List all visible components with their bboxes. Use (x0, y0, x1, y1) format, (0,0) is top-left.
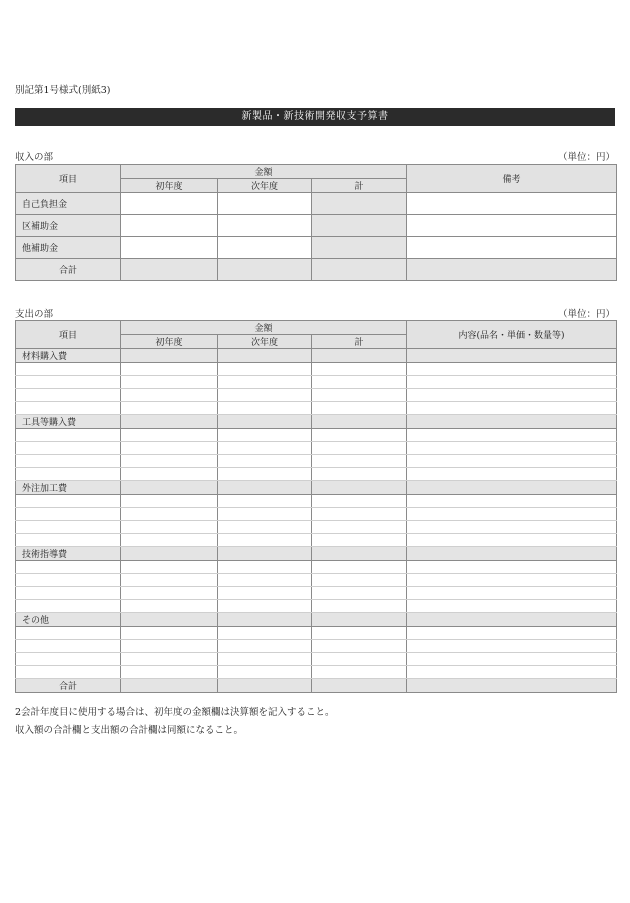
expense-category-cell (312, 349, 407, 363)
expense-entry-cell[interactable] (121, 653, 218, 666)
expense-category-cell (121, 415, 218, 429)
expense-category-cell (121, 349, 218, 363)
expense-entry-cell[interactable] (218, 442, 312, 455)
expense-entry-cell[interactable] (16, 587, 121, 600)
expense-entry-cell[interactable] (121, 521, 218, 534)
expense-category-row (16, 415, 617, 429)
expense-entry-cell[interactable] (407, 376, 617, 389)
income-section-label: 収入の部 (15, 152, 54, 163)
expense-entry-cell[interactable] (312, 468, 407, 481)
expense-entry-cell[interactable] (407, 468, 617, 481)
expense-entry-row (16, 627, 617, 640)
expense-entry-cell[interactable] (121, 402, 218, 415)
expense-entry-row (16, 442, 617, 455)
expense-entry-cell[interactable] (312, 640, 407, 653)
expense-entry-cell[interactable] (16, 429, 121, 442)
income-cell[interactable] (121, 237, 218, 259)
income-cell-total (312, 215, 407, 237)
income-cell-remarks[interactable] (407, 215, 617, 237)
expense-entry-cell[interactable] (16, 468, 121, 481)
expense-entry-cell[interactable] (16, 534, 121, 547)
expense-entry-cell[interactable] (16, 666, 121, 679)
expense-entry-cell[interactable] (218, 429, 312, 442)
expense-entry-cell[interactable] (312, 574, 407, 587)
expense-entry-cell[interactable] (218, 534, 312, 547)
expense-entry-cell[interactable] (218, 363, 312, 376)
expense-category-cell (312, 415, 407, 429)
expense-table (15, 320, 617, 693)
income-cell[interactable] (218, 215, 312, 237)
expense-entry-cell[interactable] (218, 561, 312, 574)
expense-entry-cell[interactable] (218, 495, 312, 508)
income-unit-label: （単位：円） (557, 152, 615, 163)
income-header-amount: 金額 (121, 165, 407, 179)
expense-entry-cell[interactable] (121, 363, 218, 376)
expense-category-label: 工具等購入費 (16, 415, 121, 429)
income-header-total: 計 (312, 179, 407, 193)
expense-entry-cell[interactable] (218, 455, 312, 468)
expense-entry-cell[interactable] (16, 376, 121, 389)
expense-entry-cell[interactable] (312, 534, 407, 547)
expense-entry-cell[interactable] (218, 574, 312, 587)
expense-entry-cell[interactable] (218, 389, 312, 402)
expense-entry-cell[interactable] (218, 376, 312, 389)
expense-entry-cell[interactable] (121, 600, 218, 613)
expense-category-cell (121, 613, 218, 627)
expense-category-cell (407, 547, 617, 561)
expense-category-cell (312, 613, 407, 627)
expense-entry-cell[interactable] (218, 627, 312, 640)
income-cell-remarks[interactable] (407, 237, 617, 259)
income-row-label: 自己負担金 (16, 193, 121, 215)
expense-entry-row (16, 640, 617, 653)
expense-entry-cell[interactable] (312, 455, 407, 468)
income-total-cell (407, 259, 617, 281)
note-2: 収入額の合計欄と支出額の合計欄は同額になること。 (15, 725, 244, 736)
expense-entry-cell[interactable] (121, 442, 218, 455)
expense-category-cell (407, 349, 617, 363)
expense-entry-cell[interactable] (121, 574, 218, 587)
expense-entry-cell[interactable] (407, 574, 617, 587)
expense-entry-cell[interactable] (121, 627, 218, 640)
expense-entry-row (16, 376, 617, 389)
expense-entry-cell[interactable] (218, 587, 312, 600)
expense-entry-row (16, 429, 617, 442)
expense-entry-cell[interactable] (121, 587, 218, 600)
income-total-cell (121, 259, 218, 281)
expense-entry-cell[interactable] (312, 653, 407, 666)
expense-category-cell (218, 481, 312, 495)
expense-entry-cell[interactable] (407, 666, 617, 679)
expense-entry-cell[interactable] (312, 363, 407, 376)
expense-entry-cell[interactable] (16, 455, 121, 468)
expense-category-cell (121, 547, 218, 561)
expense-total-label: 合計 (16, 679, 121, 693)
document-title: 新製品・新技術開発収支予算書 (15, 108, 615, 126)
expense-header-next-year: 次年度 (218, 335, 312, 349)
income-header-item: 項目 (16, 165, 121, 193)
expense-entry-cell[interactable] (218, 521, 312, 534)
expense-entry-cell[interactable] (218, 402, 312, 415)
expense-entry-cell[interactable] (121, 429, 218, 442)
expense-entry-cell[interactable] (407, 402, 617, 415)
expense-category-cell (218, 547, 312, 561)
expense-entry-row (16, 587, 617, 600)
expense-header-contents: 内容(品名・単価・数量等) (407, 321, 617, 349)
expense-entry-cell[interactable] (407, 508, 617, 521)
expense-entry-cell[interactable] (312, 561, 407, 574)
expense-category-cell (407, 415, 617, 429)
expense-entry-cell[interactable] (407, 521, 617, 534)
expense-category-cell (218, 349, 312, 363)
expense-entry-cell[interactable] (121, 468, 218, 481)
expense-entry-row (16, 389, 617, 402)
income-header-next-year: 次年度 (218, 179, 312, 193)
expense-entry-row (16, 468, 617, 481)
expense-entry-cell[interactable] (121, 534, 218, 547)
expense-entry-row (16, 534, 617, 547)
expense-entry-cell[interactable] (16, 561, 121, 574)
expense-entry-cell[interactable] (16, 363, 121, 376)
income-row (16, 237, 617, 259)
income-row-label: 他補助金 (16, 237, 121, 259)
expense-category-cell (312, 481, 407, 495)
expense-section-label: 支出の部 (15, 309, 54, 320)
expense-category-cell (218, 415, 312, 429)
expense-category-label: 外注加工費 (16, 481, 121, 495)
expense-entry-cell[interactable] (121, 495, 218, 508)
expense-entry-cell[interactable] (16, 508, 121, 521)
expense-entry-cell[interactable] (407, 363, 617, 376)
expense-entry-cell[interactable] (218, 508, 312, 521)
expense-entry-cell[interactable] (407, 627, 617, 640)
expense-entry-cell[interactable] (121, 389, 218, 402)
expense-header-total: 計 (312, 335, 407, 349)
income-total-label: 合計 (16, 259, 121, 281)
expense-category-cell (407, 481, 617, 495)
expense-entry-cell[interactable] (218, 653, 312, 666)
expense-entry-cell[interactable] (312, 442, 407, 455)
expense-entry-cell[interactable] (218, 666, 312, 679)
expense-entry-cell[interactable] (407, 455, 617, 468)
expense-entry-row (16, 521, 617, 534)
expense-unit-label: （単位：円） (557, 309, 615, 320)
expense-entry-cell[interactable] (312, 521, 407, 534)
expense-entry-cell[interactable] (16, 653, 121, 666)
expense-entry-cell[interactable] (407, 653, 617, 666)
income-cell-total (312, 237, 407, 259)
expense-entry-cell[interactable] (218, 640, 312, 653)
expense-entry-cell[interactable] (121, 455, 218, 468)
income-header-remarks: 備考 (407, 165, 617, 193)
expense-entry-row (16, 455, 617, 468)
income-cell[interactable] (218, 193, 312, 215)
income-cell[interactable] (218, 237, 312, 259)
income-header-first-year: 初年度 (121, 179, 218, 193)
expense-header-first-year: 初年度 (121, 335, 218, 349)
income-row-label: 区補助金 (16, 215, 121, 237)
income-total-row (16, 259, 617, 281)
expense-header-amount: 金額 (121, 321, 407, 335)
expense-category-label: その他 (16, 613, 121, 627)
income-row (16, 215, 617, 237)
expense-entry-cell[interactable] (312, 627, 407, 640)
expense-total-cell (121, 679, 218, 693)
expense-entry-row (16, 653, 617, 666)
expense-entry-cell[interactable] (218, 468, 312, 481)
expense-entry-row (16, 402, 617, 415)
expense-total-cell (312, 679, 407, 693)
expense-entry-cell[interactable] (16, 600, 121, 613)
expense-entry-cell[interactable] (312, 587, 407, 600)
expense-entry-cell[interactable] (407, 442, 617, 455)
expense-entry-cell[interactable] (407, 534, 617, 547)
expense-entry-cell[interactable] (407, 561, 617, 574)
expense-entry-cell[interactable] (407, 587, 617, 600)
expense-entry-row (16, 495, 617, 508)
income-total-cell (218, 259, 312, 281)
expense-category-cell (218, 613, 312, 627)
expense-category-label: 材料購入費 (16, 349, 121, 363)
expense-entry-cell[interactable] (121, 666, 218, 679)
expense-entry-cell[interactable] (121, 376, 218, 389)
expense-entry-cell[interactable] (16, 640, 121, 653)
expense-entry-cell[interactable] (16, 574, 121, 587)
expense-entry-cell[interactable] (121, 640, 218, 653)
expense-entry-cell[interactable] (121, 561, 218, 574)
expense-category-cell (407, 613, 617, 627)
expense-entry-cell[interactable] (312, 376, 407, 389)
expense-entry-cell[interactable] (218, 600, 312, 613)
expense-total-cell (407, 679, 617, 693)
expense-total-cell (218, 679, 312, 693)
expense-total-row (16, 679, 617, 693)
expense-entry-cell[interactable] (407, 640, 617, 653)
expense-entry-cell[interactable] (312, 600, 407, 613)
income-total-cell (312, 259, 407, 281)
expense-entry-cell[interactable] (16, 402, 121, 415)
expense-entry-cell[interactable] (312, 429, 407, 442)
expense-category-label: 技術指導費 (16, 547, 121, 561)
expense-entry-cell[interactable] (121, 508, 218, 521)
expense-category-row (16, 613, 617, 627)
expense-entry-row (16, 600, 617, 613)
expense-entry-cell[interactable] (407, 600, 617, 613)
expense-category-row (16, 481, 617, 495)
expense-entry-cell[interactable] (407, 389, 617, 402)
income-cell-total (312, 193, 407, 215)
expense-entry-row (16, 574, 617, 587)
expense-entry-cell[interactable] (312, 508, 407, 521)
expense-entry-cell[interactable] (407, 429, 617, 442)
expense-entry-cell[interactable] (16, 627, 121, 640)
expense-entry-cell[interactable] (16, 389, 121, 402)
income-cell[interactable] (121, 193, 218, 215)
expense-entry-cell[interactable] (312, 402, 407, 415)
expense-entry-row (16, 508, 617, 521)
form-id: 別記第1号様式(別紙3) (15, 85, 111, 96)
expense-entry-row (16, 666, 617, 679)
expense-category-cell (121, 481, 218, 495)
expense-category-cell (312, 547, 407, 561)
expense-entry-row (16, 561, 617, 574)
expense-entry-cell[interactable] (16, 521, 121, 534)
expense-category-row (16, 349, 617, 363)
note-1: 2会計年度目に使用する場合は、初年度の金額欄は決算額を記入すること。 (15, 707, 335, 718)
expense-entry-cell[interactable] (312, 666, 407, 679)
income-cell-remarks[interactable] (407, 193, 617, 215)
income-cell[interactable] (121, 215, 218, 237)
expense-entry-cell[interactable] (407, 495, 617, 508)
income-row (16, 193, 617, 215)
expense-entry-cell[interactable] (312, 495, 407, 508)
expense-entry-cell[interactable] (16, 442, 121, 455)
expense-entry-cell[interactable] (16, 495, 121, 508)
income-table (15, 164, 617, 281)
expense-category-row (16, 547, 617, 561)
expense-entry-cell[interactable] (312, 389, 407, 402)
expense-header-item: 項目 (16, 321, 121, 349)
expense-entry-row (16, 363, 617, 376)
